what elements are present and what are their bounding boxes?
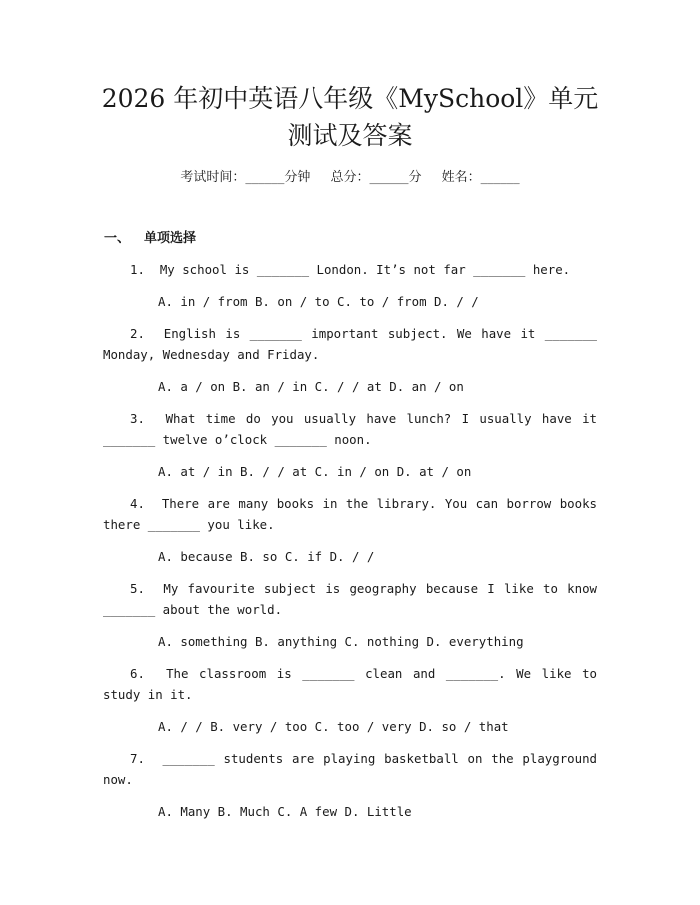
question-stem — [103, 259, 597, 280]
question-item — [103, 323, 605, 397]
exam-score-field: 总分：______分 — [330, 170, 422, 185]
question-number: 6. — [130, 666, 145, 681]
question-options: A. / / B. very / too C. too / very D. so / that — [158, 719, 509, 734]
question-item — [103, 663, 605, 737]
question-options: A. at / in B. / / at C. in / on D. at / on — [158, 464, 472, 479]
question-number: 2. — [130, 326, 145, 341]
question-stem — [103, 408, 605, 450]
question-number: 5. — [130, 581, 145, 596]
question-text: There are many books in the library. You can borrow books there _______ you like. — [103, 496, 605, 532]
question-item — [103, 578, 605, 652]
question-options: A. because B. so C. if D. / / — [158, 549, 375, 564]
section-heading — [104, 229, 196, 249]
question-options: A. something B. anything C. nothing D. everything — [158, 634, 524, 649]
exam-info-line — [0, 168, 700, 188]
question-list — [103, 259, 605, 833]
question-text: English is _______ important subject. We have it _______ Monday, Wednesday and Friday. — [103, 326, 605, 362]
question-item — [103, 493, 605, 567]
question-text: My school is _______ London. It’s not far _______ here. — [159, 262, 571, 277]
section-label: 单项选择 — [144, 231, 197, 246]
question-stem — [103, 748, 605, 790]
question-item — [103, 748, 605, 822]
question-item — [103, 259, 597, 312]
question-number: 7. — [130, 751, 145, 766]
question-text: What time do you usually have lunch? I usually have it _______ twelve o’clock _______ noon. — [103, 411, 605, 447]
student-name-field: 姓名：______ — [441, 170, 520, 185]
question-number: 3. — [130, 411, 145, 426]
question-stem — [103, 578, 605, 620]
document-title: 2026 年初中英语八年级《MySchool》单元测试及答案 — [101, 84, 599, 150]
question-text: My favourite subject is geography because I like to know _______ about the world. — [103, 581, 605, 617]
question-text: The classroom is _______ clean and _______. We like to study in it. — [103, 666, 605, 702]
question-item — [103, 408, 605, 482]
exam-time-field: 考试时间：______分钟 — [180, 170, 311, 185]
question-stem — [103, 323, 605, 365]
question-text: _______ students are playing basketball on the playground now. — [103, 751, 605, 787]
question-number: 1. — [130, 262, 145, 277]
question-options: A. a / on B. an / in C. / / at D. an / on — [158, 379, 464, 394]
question-options: A. in / from B. on / to C. to / from D. / / — [158, 294, 479, 309]
question-number: 4. — [130, 496, 145, 511]
question-stem — [103, 663, 605, 705]
section-number: 一、 — [104, 231, 131, 246]
question-stem — [103, 493, 605, 535]
question-options: A. Many B. Much C. A few D. Little — [158, 804, 412, 819]
